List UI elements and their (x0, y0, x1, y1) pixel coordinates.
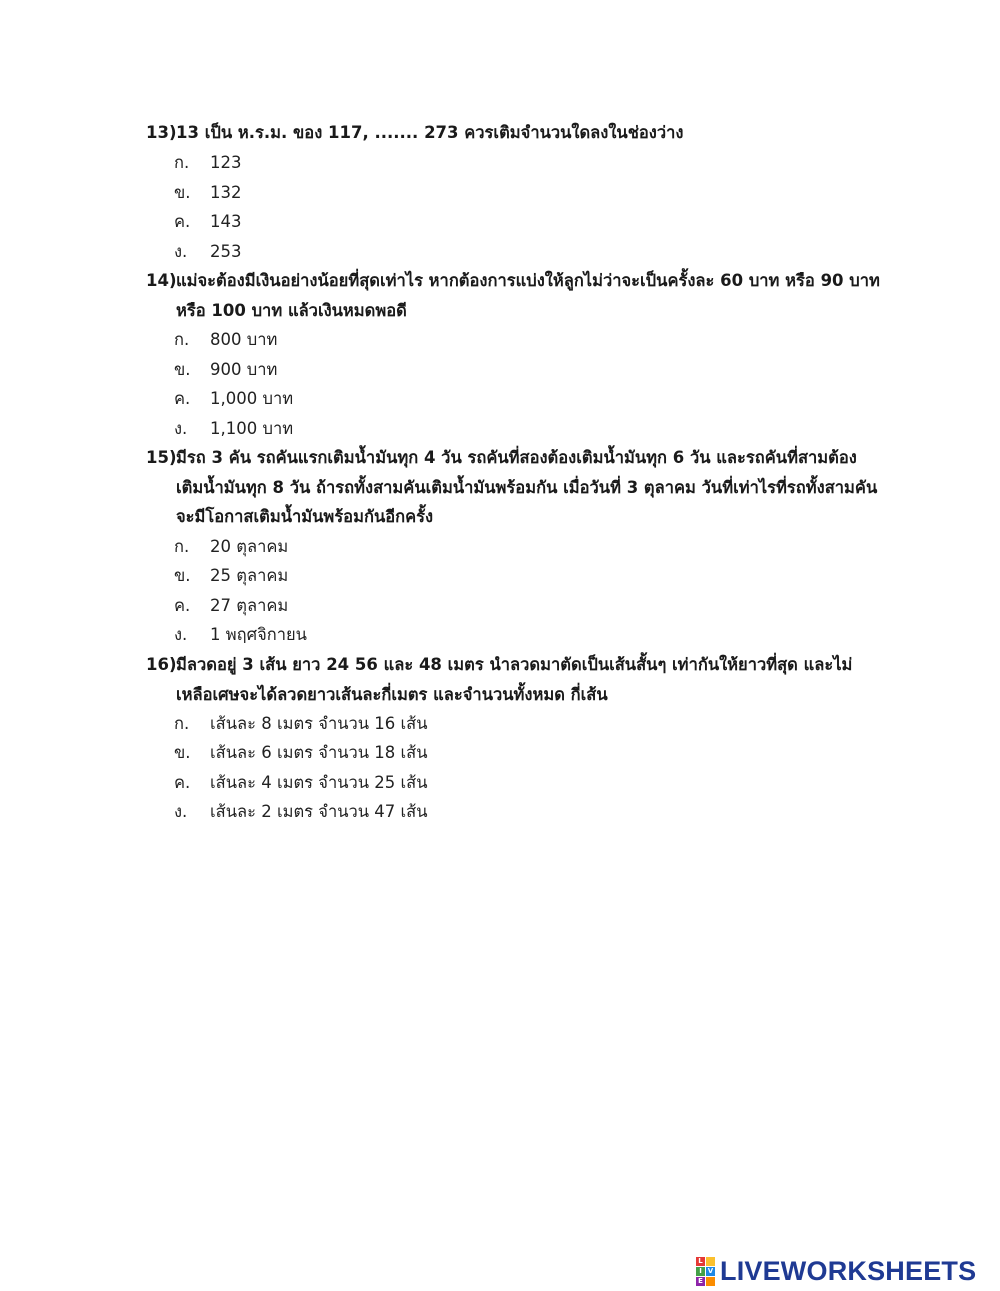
option-text: 1 พฤศจิกายน (210, 625, 307, 644)
question-16 (146, 650, 886, 709)
question-text-line: หรือ 100 บาท แล้วเงินหมดพอดี (176, 300, 407, 320)
option-label: ง. (174, 242, 188, 261)
option-label: ง. (174, 419, 188, 438)
option-text: 27 ตุลาคม (210, 596, 289, 615)
option-text: 132 (210, 183, 242, 202)
logo-tile (706, 1277, 715, 1286)
question-text-line: มีรถ 3 คัน รถคันแรกเติมน้ำมันทุก 4 วัน รถคันที่สองต้องเติมน้ำมันทุก 6 วัน และรถคันที่สามต้อง (176, 448, 857, 467)
option-label: ข. (174, 360, 191, 379)
option-text: 123 (210, 153, 242, 172)
option-label: ค. (174, 389, 191, 408)
option-text: เส้นละ 2 เมตร จำนวน 47 เส้น (210, 802, 428, 821)
option-14-c[interactable] (174, 384, 293, 414)
option-label: ค. (174, 596, 191, 615)
option-13-b[interactable] (174, 178, 242, 208)
option-13-c[interactable] (174, 207, 242, 237)
option-label: ค. (174, 212, 191, 231)
question-text-line: เติมน้ำมันทุก 8 วัน ถ้ารถทั้งสามคันเติมน้ำมันพร้อมกัน เมื่อวันที่ 3 ตุลาคม วันที่เท่าไรที่รถทั้งสามคัน (176, 477, 878, 497)
option-label: ก. (174, 537, 190, 556)
option-label: ข. (174, 566, 191, 585)
option-16-a[interactable] (174, 709, 428, 739)
option-text: เส้นละ 6 เมตร จำนวน 18 เส้น (210, 743, 428, 762)
logo-tile: V (707, 1266, 714, 1275)
option-label: ง. (174, 802, 188, 821)
liveworksheets-logo[interactable] (696, 1254, 976, 1288)
option-label: ค. (174, 773, 191, 792)
question-number: 15) (146, 448, 177, 467)
option-15-a[interactable] (174, 532, 288, 562)
logo-tile (706, 1257, 715, 1266)
option-text: 253 (210, 242, 242, 261)
option-13-a[interactable] (174, 148, 242, 178)
logo-tile: E (696, 1277, 705, 1286)
question-15 (146, 443, 886, 532)
option-14-a[interactable] (174, 325, 277, 355)
question-number: 13) (146, 123, 177, 142)
question-14 (146, 266, 886, 325)
option-16-b[interactable] (174, 738, 428, 768)
option-label: ก. (174, 153, 190, 172)
liveworksheets-logo-icon (696, 1257, 715, 1286)
option-text: 20 ตุลาคม (210, 537, 289, 556)
option-text: 800 บาท (210, 330, 278, 349)
option-15-b[interactable] (174, 561, 288, 591)
option-13-d[interactable] (174, 237, 242, 267)
option-14-d[interactable] (174, 414, 293, 444)
question-13 (146, 118, 886, 148)
option-14-b[interactable] (174, 355, 277, 385)
question-text-line: 13 เป็น ห.ร.ม. ของ 117, ....... 273 ควรเติมจำนวนใดลงในช่องว่าง (176, 123, 684, 142)
option-15-d[interactable] (174, 620, 307, 650)
logo-tile: I (696, 1267, 705, 1276)
option-label: ก. (174, 330, 190, 349)
option-16-d[interactable] (174, 797, 428, 827)
option-text: เส้นละ 4 เมตร จำนวน 25 เส้น (210, 773, 428, 792)
logo-text: LIVEWORKSHEETS (720, 1255, 977, 1286)
option-text: 25 ตุลาคม (210, 566, 289, 585)
logo-tile: L (696, 1257, 705, 1266)
option-label: ข. (174, 743, 191, 762)
option-text: 143 (210, 212, 242, 231)
option-text: 1,000 บาท (210, 389, 294, 408)
question-number: 14) (146, 271, 177, 290)
question-number: 16) (146, 655, 177, 674)
option-label: ข. (174, 183, 191, 202)
option-text: 1,100 บาท (210, 419, 294, 438)
option-text: เส้นละ 8 เมตร จำนวน 16 เส้น (210, 714, 428, 733)
question-text-line: แม่จะต้องมีเงินอย่างน้อยที่สุดเท่าไร หากต้องการแบ่งให้ลูกไม่ว่าจะเป็นครั้งละ 60 บาท หรือ 90 บาท (176, 271, 880, 290)
option-label: ก. (174, 714, 190, 733)
question-text-line: มีลวดอยู่ 3 เส้น ยาว 24 56 และ 48 เมตร นำลวดมาตัดเป็นเส้นสั้นๆ เท่ากันให้ยาวที่สุด และไม่ (176, 655, 853, 674)
question-text-line: เหลือเศษจะได้ลวดยาวเส้นละกี่เมตร และจำนวนทั้งหมด กี่เส้น (176, 684, 608, 704)
option-text: 900 บาท (210, 360, 278, 379)
question-text-line: จะมีโอกาสเติมน้ำมันพร้อมกันอีกครั้ง (176, 507, 434, 526)
option-15-c[interactable] (174, 591, 288, 621)
option-16-c[interactable] (174, 768, 428, 798)
option-label: ง. (174, 625, 188, 644)
